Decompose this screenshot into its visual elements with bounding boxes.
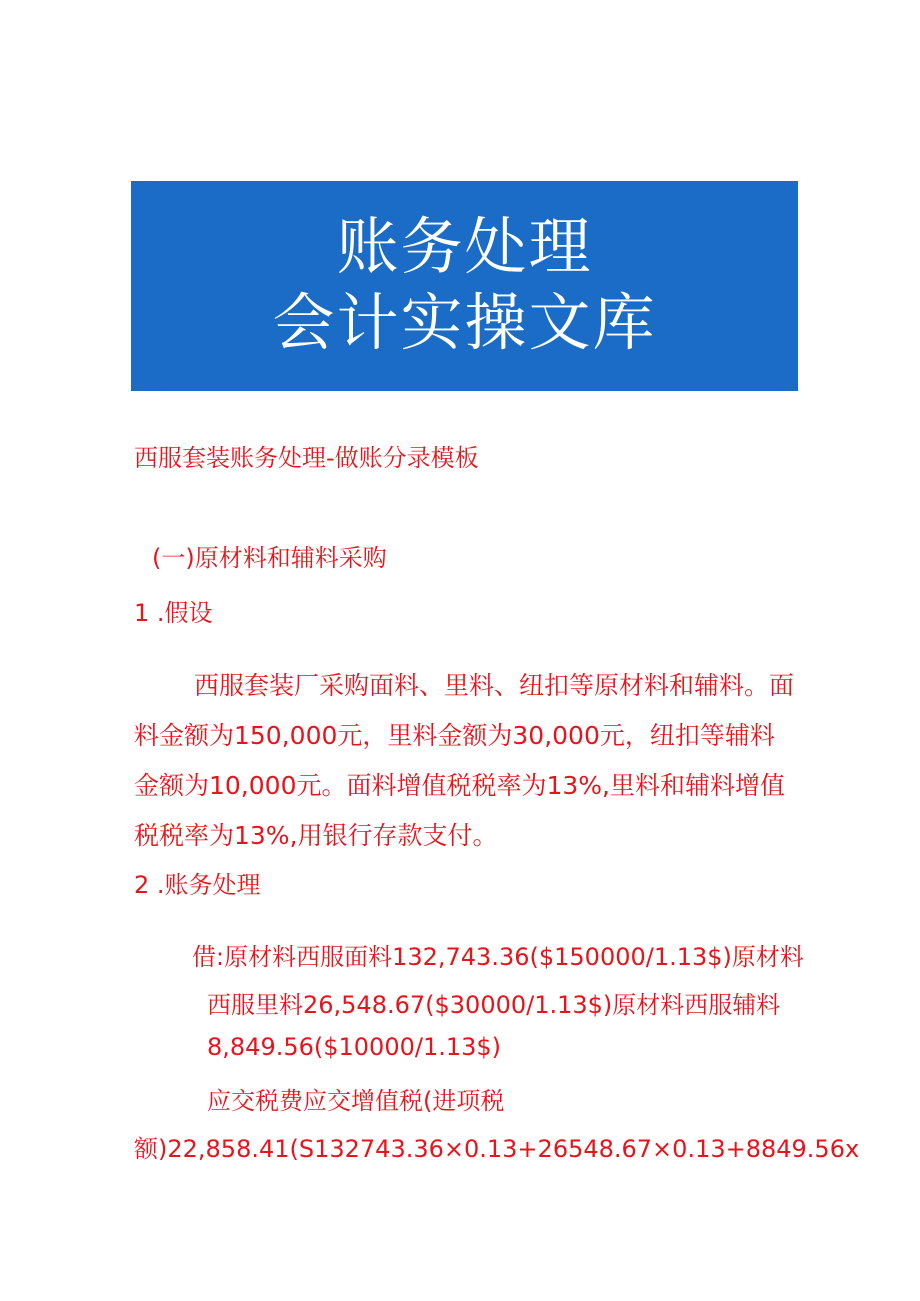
title-banner bbox=[131, 181, 798, 391]
assumption-paragraph: 西服套装厂采购面料、里料、纽扣等原材料和辅料。面料金额为150,000元，里料金额为30,000元，纽扣等辅料金额为10,000元。面料增值税税率为13%,里料和辅料增值税税率为13%,用银行存款支付。 bbox=[134, 671, 795, 850]
journal-entry-line: 借:原材料西服面料132,743.36($150000/1.13$)原材料 bbox=[192, 943, 804, 971]
banner-title-line-2: 会计实操文库 bbox=[272, 286, 657, 359]
accounting-heading: 2 .账务处理 bbox=[134, 871, 261, 899]
journal-entry-line: 西服里料26,548.67($30000/1.13$)原材料西服辅料 bbox=[207, 991, 781, 1019]
document-title: 西服套装账务处理-做账分录模板 bbox=[134, 444, 479, 472]
journal-entry-line: 额)22,858.41(S132743.36×0.13+26548.67×0.13+8849.56x bbox=[134, 1135, 860, 1163]
journal-entry-line: 应交税费应交增值税(进项税 bbox=[207, 1087, 505, 1115]
section-heading: (一)原材料和辅料采购 bbox=[152, 544, 387, 572]
assumption-heading: 1 .假设 bbox=[134, 599, 213, 627]
banner-title-line-1: 账务处理 bbox=[336, 210, 593, 283]
journal-entry-line: 8,849.56($10000/1.13$) bbox=[207, 1033, 502, 1061]
